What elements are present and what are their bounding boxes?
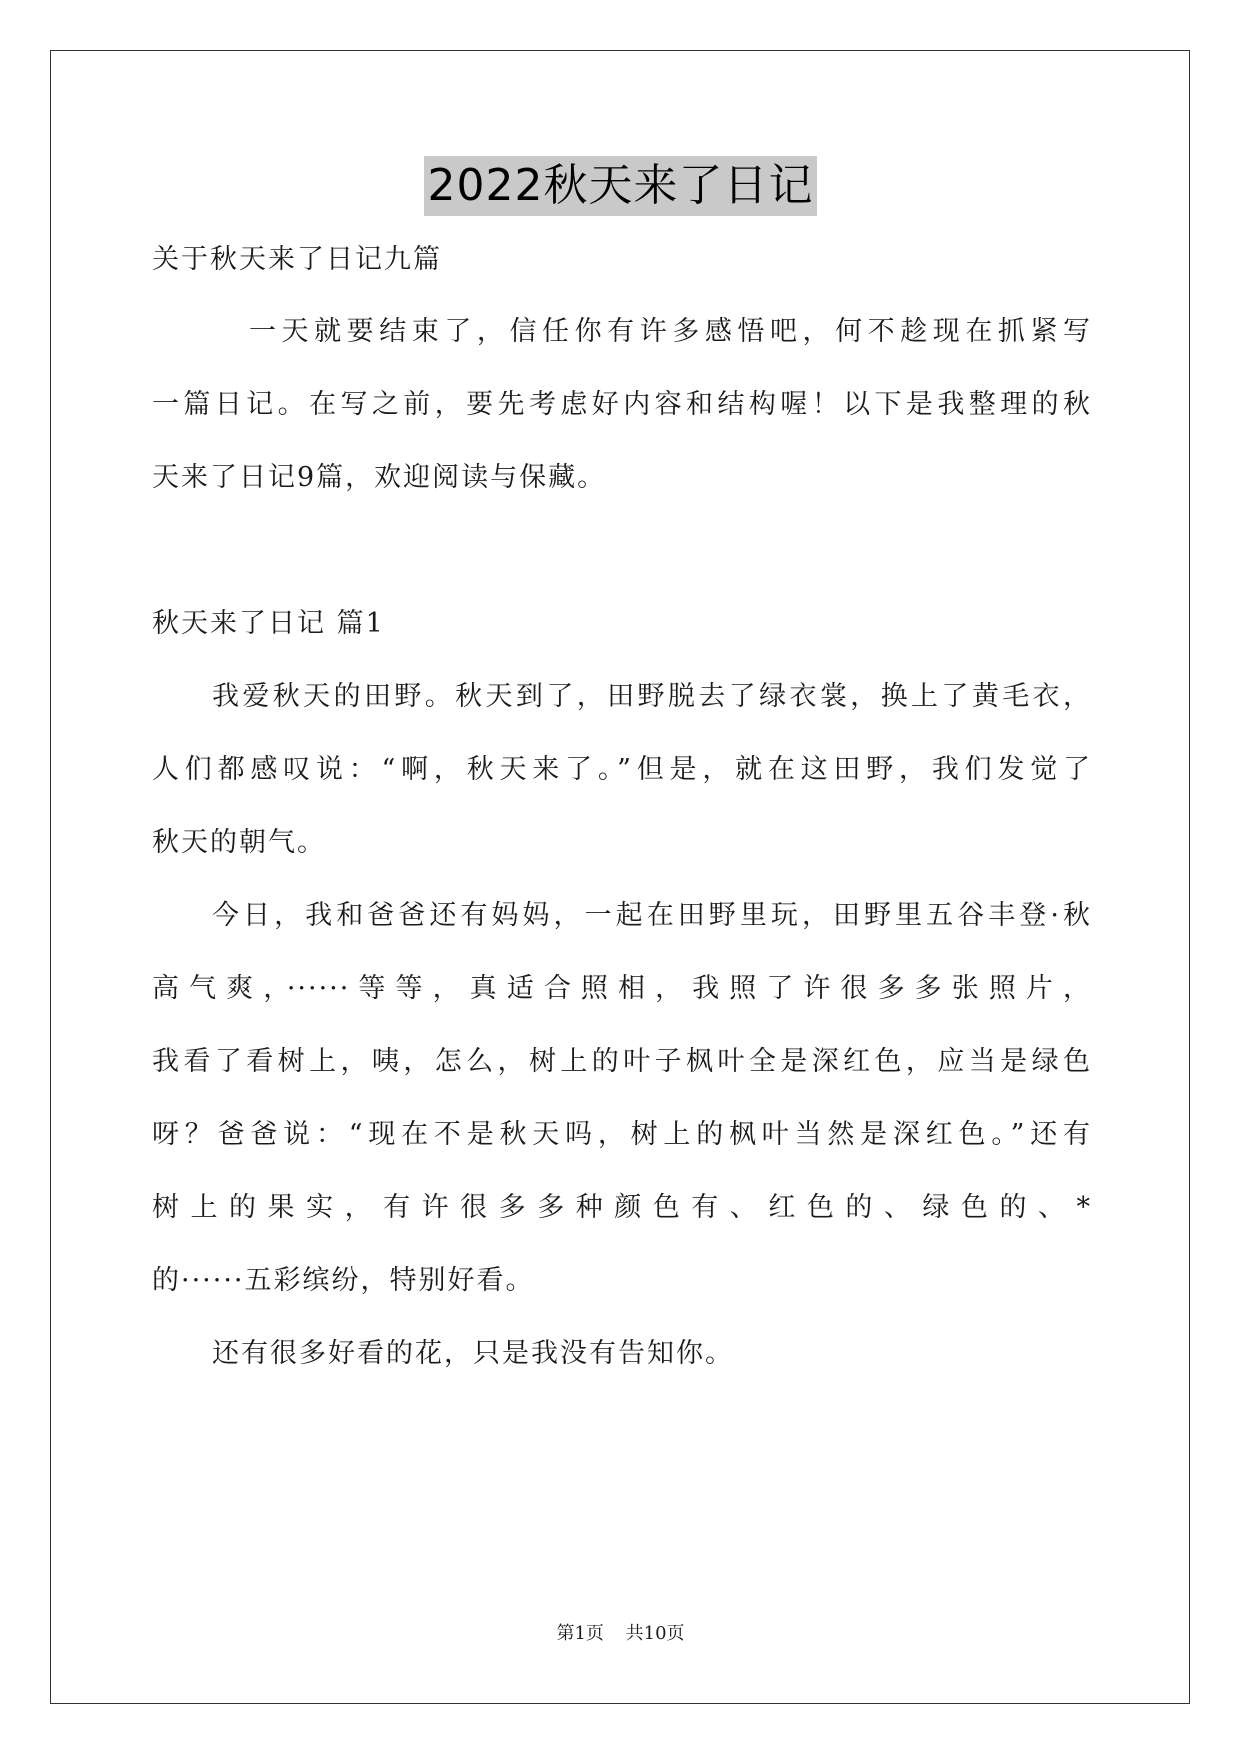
p2-line-1: 今日，我和爸爸还有妈妈，一起在田野里玩，田野里五谷丰登·秋: [212, 900, 1092, 931]
page-total: 共10页: [625, 1623, 685, 1644]
intro-line-1: 一天就要结束了，信任你有许多感悟吧，何不趁现在抓紧写: [249, 316, 1092, 347]
page-border: [50, 50, 1190, 1704]
p2-line-4: 呀？爸爸说：“现在不是秋天吗，树上的枫叶当然是深红色。”还有: [152, 1119, 1092, 1150]
section-heading: 秋天来了日记 篇1: [152, 608, 385, 639]
page-number: 第1页: [556, 1623, 604, 1644]
p1-line-1: 我爱秋天的田野。秋天到了，田野脱去了绿衣裳，换上了黄毛衣，: [212, 681, 1092, 712]
p3-line-1: 还有很多好看的花，只是我没有告知你。: [212, 1338, 734, 1369]
p1-line-2: 人们都感叹说：“啊，秋天来了。”但是，就在这田野，我们发觉了: [152, 754, 1092, 785]
document-title: 2022秋天来了日记: [424, 156, 818, 216]
p1-line-3: 秋天的朝气。: [152, 827, 326, 858]
subtitle: 关于秋天来了日记九篇: [152, 244, 442, 275]
intro-line-2: 一篇日记。在写之前，要先考虑好内容和结构喔！以下是我整理的秋: [152, 389, 1092, 420]
p2-line-6: 的······五彩缤纷，特别好看。: [152, 1265, 535, 1296]
p2-line-3: 我看了看树上，咦，怎么，树上的叶子枫叶全是深红色，应当是绿色: [152, 1046, 1092, 1077]
page-footer: [0, 1622, 1241, 1646]
p2-line-5: 树上的果实，有许很多多种颜色有、红色的、绿色的、*: [152, 1192, 1092, 1223]
title-wrap: [0, 156, 1241, 216]
intro-line-3: 天来了日记9篇，欢迎阅读与保藏。: [152, 462, 607, 493]
p2-line-2: 高气爽，······等等，真适合照相，我照了许很多多张照片，: [152, 973, 1092, 1004]
